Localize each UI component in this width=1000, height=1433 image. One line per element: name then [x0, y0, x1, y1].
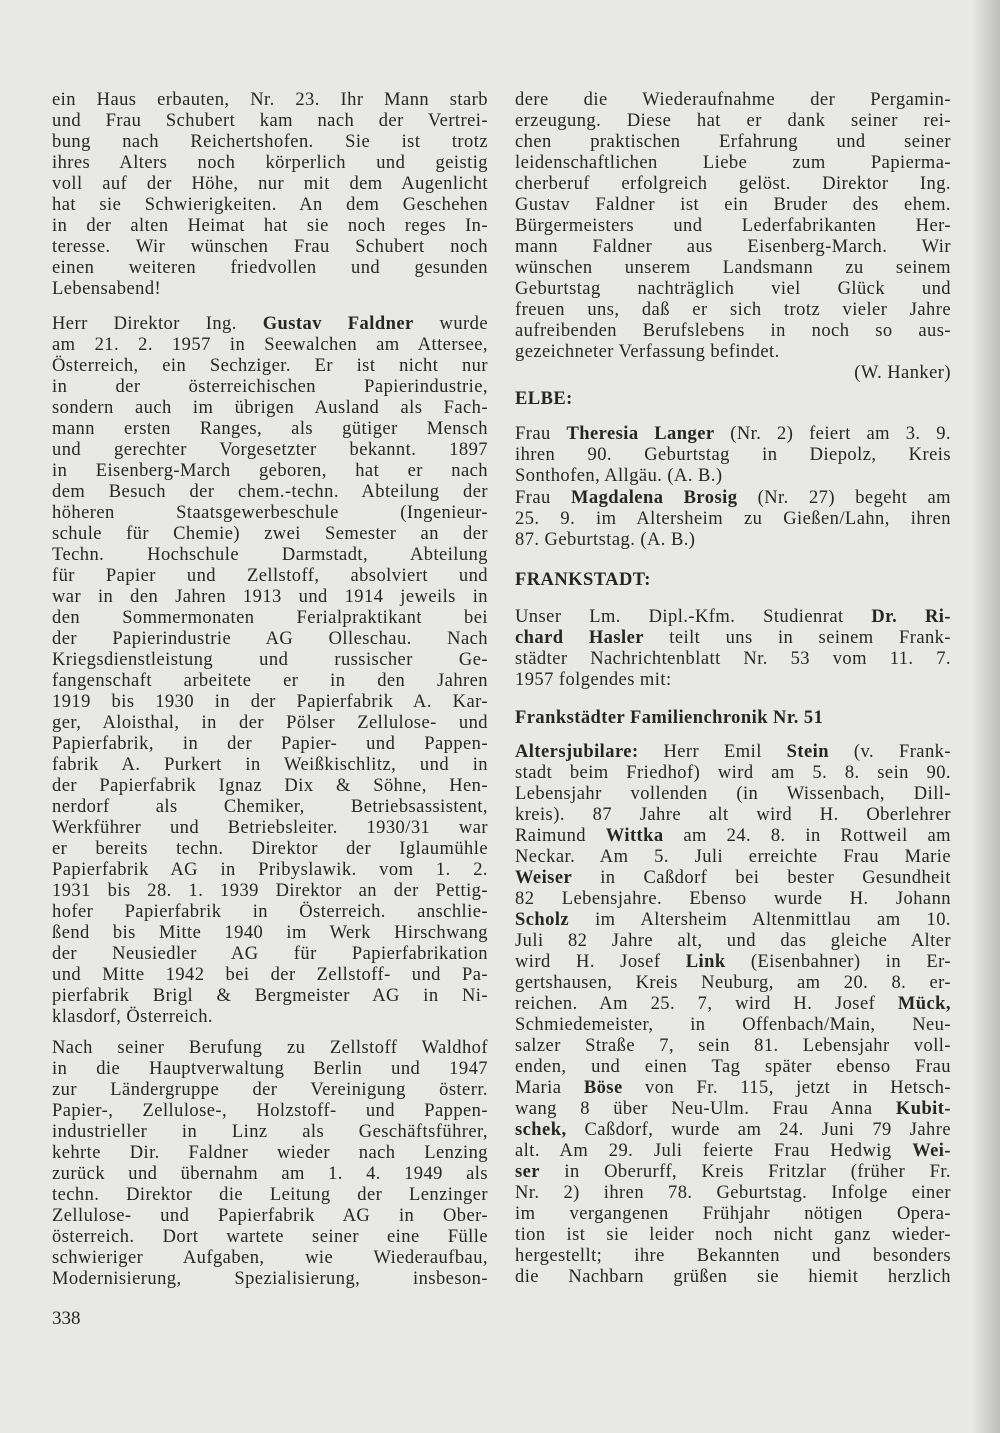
text-line: tion ist sie leider noch nicht ganz wieder-	[515, 1225, 951, 1245]
text-line: ELBE:	[515, 389, 573, 409]
text-line: Schmiedemeister, in Offenbach/Main, Neu-	[515, 1015, 951, 1035]
text-segment: (v. Frank-	[829, 742, 951, 762]
text-line: Geburtstag nachträglich viel Glück und	[515, 279, 951, 299]
text-line: den Sommermonaten Ferialpraktikant bei	[52, 608, 488, 628]
text-segment: Maria	[515, 1078, 584, 1098]
text-line	[515, 910, 951, 931]
text-line: sondern auch im übrigen Ausland als Fach-	[52, 398, 488, 418]
bold-name: Magdalena Brosig	[570, 488, 738, 508]
paragraph	[515, 363, 951, 384]
section-heading	[515, 389, 951, 410]
text-segment: wird H. Josef	[515, 952, 686, 972]
text-line: cherberuf erfolgreich gelöst. Direktor Ing.	[515, 174, 951, 194]
text-line: 1931 bis 28. 1. 1939 Direktor an der Pettig-	[52, 881, 488, 901]
text-line: Bürgermeisters und Lederfabrikanten Her-	[515, 216, 951, 236]
text-line: ßend bis Mitte 1940 im Werk Hirschwang	[52, 923, 488, 943]
text-line: schule für Chemie) zwei Semester an der	[52, 524, 488, 544]
text-line: fangenschaft arbeitete er in den Jahren	[52, 671, 488, 691]
bold-name: Stein	[786, 742, 830, 762]
text-line: leidenschaftlichen Liebe zum Papierma-	[515, 153, 951, 173]
text-line: und Frau Schubert kam nach der Vertrei-	[52, 111, 488, 131]
text-line: der Papierindustrie AG Olleschau. Nach	[52, 629, 488, 649]
page-number: 338	[52, 1308, 81, 1329]
text-line: erzeugung. Diese hat er dank seiner rei-	[515, 111, 951, 131]
text-line: dere die Wiederaufnahme der Pergamin-	[515, 90, 951, 110]
paragraph	[515, 742, 951, 1288]
bold-name: Altersjubilare:	[515, 742, 639, 762]
text-line: in Eisenberg-March geboren, hat er nach	[52, 461, 488, 481]
text-line: 82 Lebensjahre. Ebenso wurde H. Johann	[515, 889, 951, 909]
text-line: dem Besuch der chem.-techn. Abteilung der	[52, 482, 488, 502]
paragraph	[515, 488, 951, 551]
bold-name: ser	[515, 1162, 540, 1182]
text-line: ger, Aloisthal, in der Pölser Zellulose- und	[52, 713, 488, 733]
text-line: städter Nachrichtenblatt Nr. 53 vom 11. 7.	[515, 649, 951, 669]
text-line: schwieriger Aufgaben, wie Wiederaufbau,	[52, 1248, 488, 1268]
text-line: für Papier und Zellstoff, absolviert und	[52, 566, 488, 586]
bold-name: Link	[685, 952, 726, 972]
text-line: industrieller in Linz als Geschäftsführer,	[52, 1122, 488, 1142]
text-line: höheren Staatsgewerbeschule (Ingenieur-	[52, 503, 488, 523]
text-line: gertshausen, Kreis Neuburg, am 20. 8. er-	[515, 973, 951, 993]
text-line: Papier-, Zellulose-, Holzstoff- und Pappen-	[52, 1101, 488, 1121]
text-line: gezeichneter Verfassung befindet.	[515, 342, 780, 362]
bold-name: chard Hasler	[515, 628, 644, 648]
bold-name: Theresia Langer	[566, 424, 715, 444]
text-line	[515, 1078, 951, 1099]
text-line: in der alten Heimat hat sie noch reges In-	[52, 216, 488, 236]
text-line: aufreibenden Berufslebens in noch so aus-	[515, 321, 951, 341]
text-line: Juli 82 Jahre alt, und das gleiche Alter	[515, 931, 951, 951]
text-segment: wurde	[413, 314, 489, 334]
text-segment: teilt uns in seinem Frank-	[643, 628, 951, 648]
text-line: kreis). 87 Jahre alt wird H. Oberlehrer	[515, 805, 951, 825]
text-line: im vergangenen Frühjahr nötigen Opera-	[515, 1204, 951, 1224]
text-line	[515, 868, 951, 889]
paragraph	[52, 90, 488, 300]
text-line: mann Faldner aus Eisenberg-March. Wir	[515, 237, 951, 257]
text-line: war in den Jahren 1913 und 1914 jeweils in	[52, 587, 488, 607]
text-segment: Raimund	[515, 826, 606, 846]
text-line: österreich. Dort wartete seiner eine Fülle	[52, 1227, 488, 1247]
text-line: ihres Alters noch körperlich und geistig	[52, 153, 488, 173]
text-line: Frankstädter Familienchronik Nr. 51	[515, 708, 824, 728]
paragraph	[515, 424, 951, 487]
text-line: hat sie Schwierigkeiten. An dem Geschehen	[52, 195, 488, 215]
bold-name: Scholz	[515, 910, 570, 930]
text-line	[515, 994, 951, 1015]
text-line: hofer Papierfabrik in Österreich. anschlie-	[52, 902, 488, 922]
text-line: klasdorf, Österreich.	[52, 1007, 213, 1027]
text-segment: am 24. 8. in Rottweil am	[663, 826, 951, 846]
text-line: fabrik A. Purkert in Weißkischlitz, und in	[52, 755, 488, 775]
text-line: der Papierfabrik Ignaz Dix & Söhne, Hen-	[52, 776, 488, 796]
text-line: Nach seiner Berufung zu Zellstoff Waldhof	[52, 1038, 488, 1058]
text-segment: in Oberurff, Kreis Fritzlar (früher Fr.	[539, 1162, 951, 1182]
text-line: Werkführer und Betriebsleiter. 1930/31 war	[52, 818, 488, 838]
paragraph	[52, 314, 488, 1028]
text-line	[515, 952, 951, 973]
text-line: mann ersten Ranges, als gütiger Mensch	[52, 419, 488, 439]
text-segment: Herr Direktor Ing.	[52, 314, 263, 334]
text-line	[515, 1162, 951, 1183]
text-line: Papierfabrik AG in Pribyslawik. vom 1. 2.	[52, 860, 488, 880]
text-line: Gustav Faldner ist ein Bruder des ehem.	[515, 195, 951, 215]
text-line	[52, 314, 488, 335]
text-line: stadt beim Friedhof) wird am 5. 8. sein 90.	[515, 763, 951, 783]
text-segment: Unser Lm. Dipl.-Kfm. Studienrat	[515, 607, 872, 627]
text-line	[515, 1120, 951, 1141]
text-line	[515, 607, 951, 628]
section-heading	[515, 708, 951, 729]
text-segment: wang 8 über Neu-Ulm. Frau Anna	[515, 1099, 896, 1119]
section-heading	[515, 570, 951, 591]
bold-name: Dr. Ri-	[871, 607, 951, 627]
text-line	[515, 628, 951, 649]
text-segment: Caßdorf, wurde am 24. Juni 79 Jahre	[566, 1120, 951, 1140]
text-line	[515, 1141, 951, 1162]
text-segment: in Caßdorf bei bester Gesundheit	[572, 868, 951, 888]
text-segment: (Eisenbahner) in Er-	[725, 952, 951, 972]
text-line: nerdorf als Chemiker, Betriebsassistent,	[52, 797, 488, 817]
text-line: der Neusiedler AG für Papierfabrikation	[52, 944, 488, 964]
paragraph	[515, 607, 951, 691]
text-line: und gerechter Vorgesetzter bekannt. 1897	[52, 440, 488, 460]
text-segment: Frau	[515, 424, 567, 444]
text-line: zur Ländergruppe der Vereinigung österr.	[52, 1080, 488, 1100]
bold-name: schek,	[515, 1120, 567, 1140]
text-line: ihren 90. Geburtstag in Diepolz, Kreis	[515, 445, 951, 465]
text-line: hergestellt; ihre Bekannten und besonders	[515, 1246, 951, 1266]
text-segment: Herr Emil	[638, 742, 787, 762]
bold-name: Gustav Faldner	[262, 314, 414, 334]
text-line: kehrte Dir. Faldner wieder nach Lenzing	[52, 1143, 488, 1163]
bold-name: Wei-	[912, 1141, 951, 1161]
page-edge-shadow	[972, 0, 1000, 1433]
text-line: Zellulose- und Papierfabrik AG in Ober-	[52, 1206, 488, 1226]
text-line: Modernisierung, Spezialisierung, insbeson-	[52, 1269, 488, 1289]
text-line: Papierfabrik, in der Papier- und Pappen-	[52, 734, 488, 754]
text-line	[515, 424, 951, 445]
text-line: 1957 folgendes mit:	[515, 670, 672, 690]
text-line: freuen uns, daß er sich trotz vieler Jahre	[515, 300, 951, 320]
text-line: voll auf der Höhe, nur mit dem Augenlicht	[52, 174, 488, 194]
text-line: Neckar. Am 5. Juli erreichte Frau Marie	[515, 847, 951, 867]
text-line: chen praktischen Erfahrung und seiner	[515, 132, 951, 152]
text-line: Lebensjahr vollenden (in Wissenbach, Dill-	[515, 784, 951, 804]
text-line: einen weiteren friedvollen und gesunden	[52, 258, 488, 278]
text-line	[515, 488, 951, 509]
text-segment: Frau	[515, 488, 571, 508]
text-line: techn. Direktor die Leitung der Lenzinger	[52, 1185, 488, 1205]
text-line: wünschen unserem Landsmann zu seinem	[515, 258, 951, 278]
text-segment: von Fr. 115, jetzt in Hetsch-	[622, 1078, 951, 1098]
bold-name: Weiser	[515, 868, 573, 888]
text-line: Österreich, ein Sechziger. Er ist nicht nur	[52, 356, 488, 376]
text-line: ein Haus erbauten, Nr. 23. Ihr Mann starb	[52, 90, 488, 110]
text-line: enden, und einen Tag später ebenso Frau	[515, 1057, 951, 1077]
text-line: Sonthofen, Allgäu. (A. B.)	[515, 466, 723, 486]
bold-name: Böse	[583, 1078, 623, 1098]
text-line: Nr. 2) ihren 78. Geburtstag. Infolge einer	[515, 1183, 951, 1203]
bold-name: Wittka	[605, 826, 664, 846]
text-segment: alt. Am 29. Juli feierte Frau Hedwig	[515, 1141, 913, 1161]
paragraph	[52, 1038, 488, 1290]
text-line: 87. Geburtstag. (A. B.)	[515, 530, 696, 550]
text-line	[515, 742, 951, 763]
bold-name: Kubit-	[895, 1099, 951, 1119]
text-line: (W. Hanker)	[854, 363, 951, 383]
text-line: 1919 bis 1930 in der Papierfabrik A. Kar-	[52, 692, 488, 712]
text-segment: reichen. Am 25. 7, wird H. Josef	[515, 994, 898, 1014]
text-line: teresse. Wir wünschen Frau Schubert noch	[52, 237, 488, 257]
text-line: Techn. Hochschule Darmstadt, Abteilung	[52, 545, 488, 565]
text-segment: (Nr. 27) begeht am	[737, 488, 951, 508]
text-line: FRANKSTADT:	[515, 570, 651, 590]
text-line	[515, 826, 951, 847]
bold-name: Mück,	[897, 994, 951, 1014]
text-line: Kriegsdienstleistung und russischer Ge-	[52, 650, 488, 670]
text-line: Lebensabend!	[52, 279, 162, 299]
text-line: zurück und übernahm am 1. 4. 1949 als	[52, 1164, 488, 1184]
text-line: er bereits techn. Direktor der Iglaumühle	[52, 839, 488, 859]
text-line: salzer Straße 7, sein 81. Lebensjahr voll-	[515, 1036, 951, 1056]
text-segment: im Altersheim Altenmittlau am 10.	[569, 910, 951, 930]
text-line	[515, 1099, 951, 1120]
text-line: die Nachbarn grüßen sie hiemit herzlich	[515, 1267, 951, 1287]
paragraph	[515, 90, 951, 363]
text-line: 25. 9. im Altersheim zu Gießen/Lahn, ihren	[515, 509, 951, 529]
text-line: in die Hauptverwaltung Berlin und 1947	[52, 1059, 488, 1079]
text-segment: (Nr. 2) feiert am 3. 9.	[714, 424, 951, 444]
text-line: pierfabrik Brigl & Bergmeister AG in Ni-	[52, 986, 488, 1006]
text-line: am 21. 2. 1957 in Seewalchen am Attersee,	[52, 335, 488, 355]
text-line: in der österreichischen Papierindustrie,	[52, 377, 488, 397]
text-line: bung nach Reichertshofen. Sie ist trotz	[52, 132, 488, 152]
text-line: und Mitte 1942 bei der Zellstoff- und Pa-	[52, 965, 488, 985]
